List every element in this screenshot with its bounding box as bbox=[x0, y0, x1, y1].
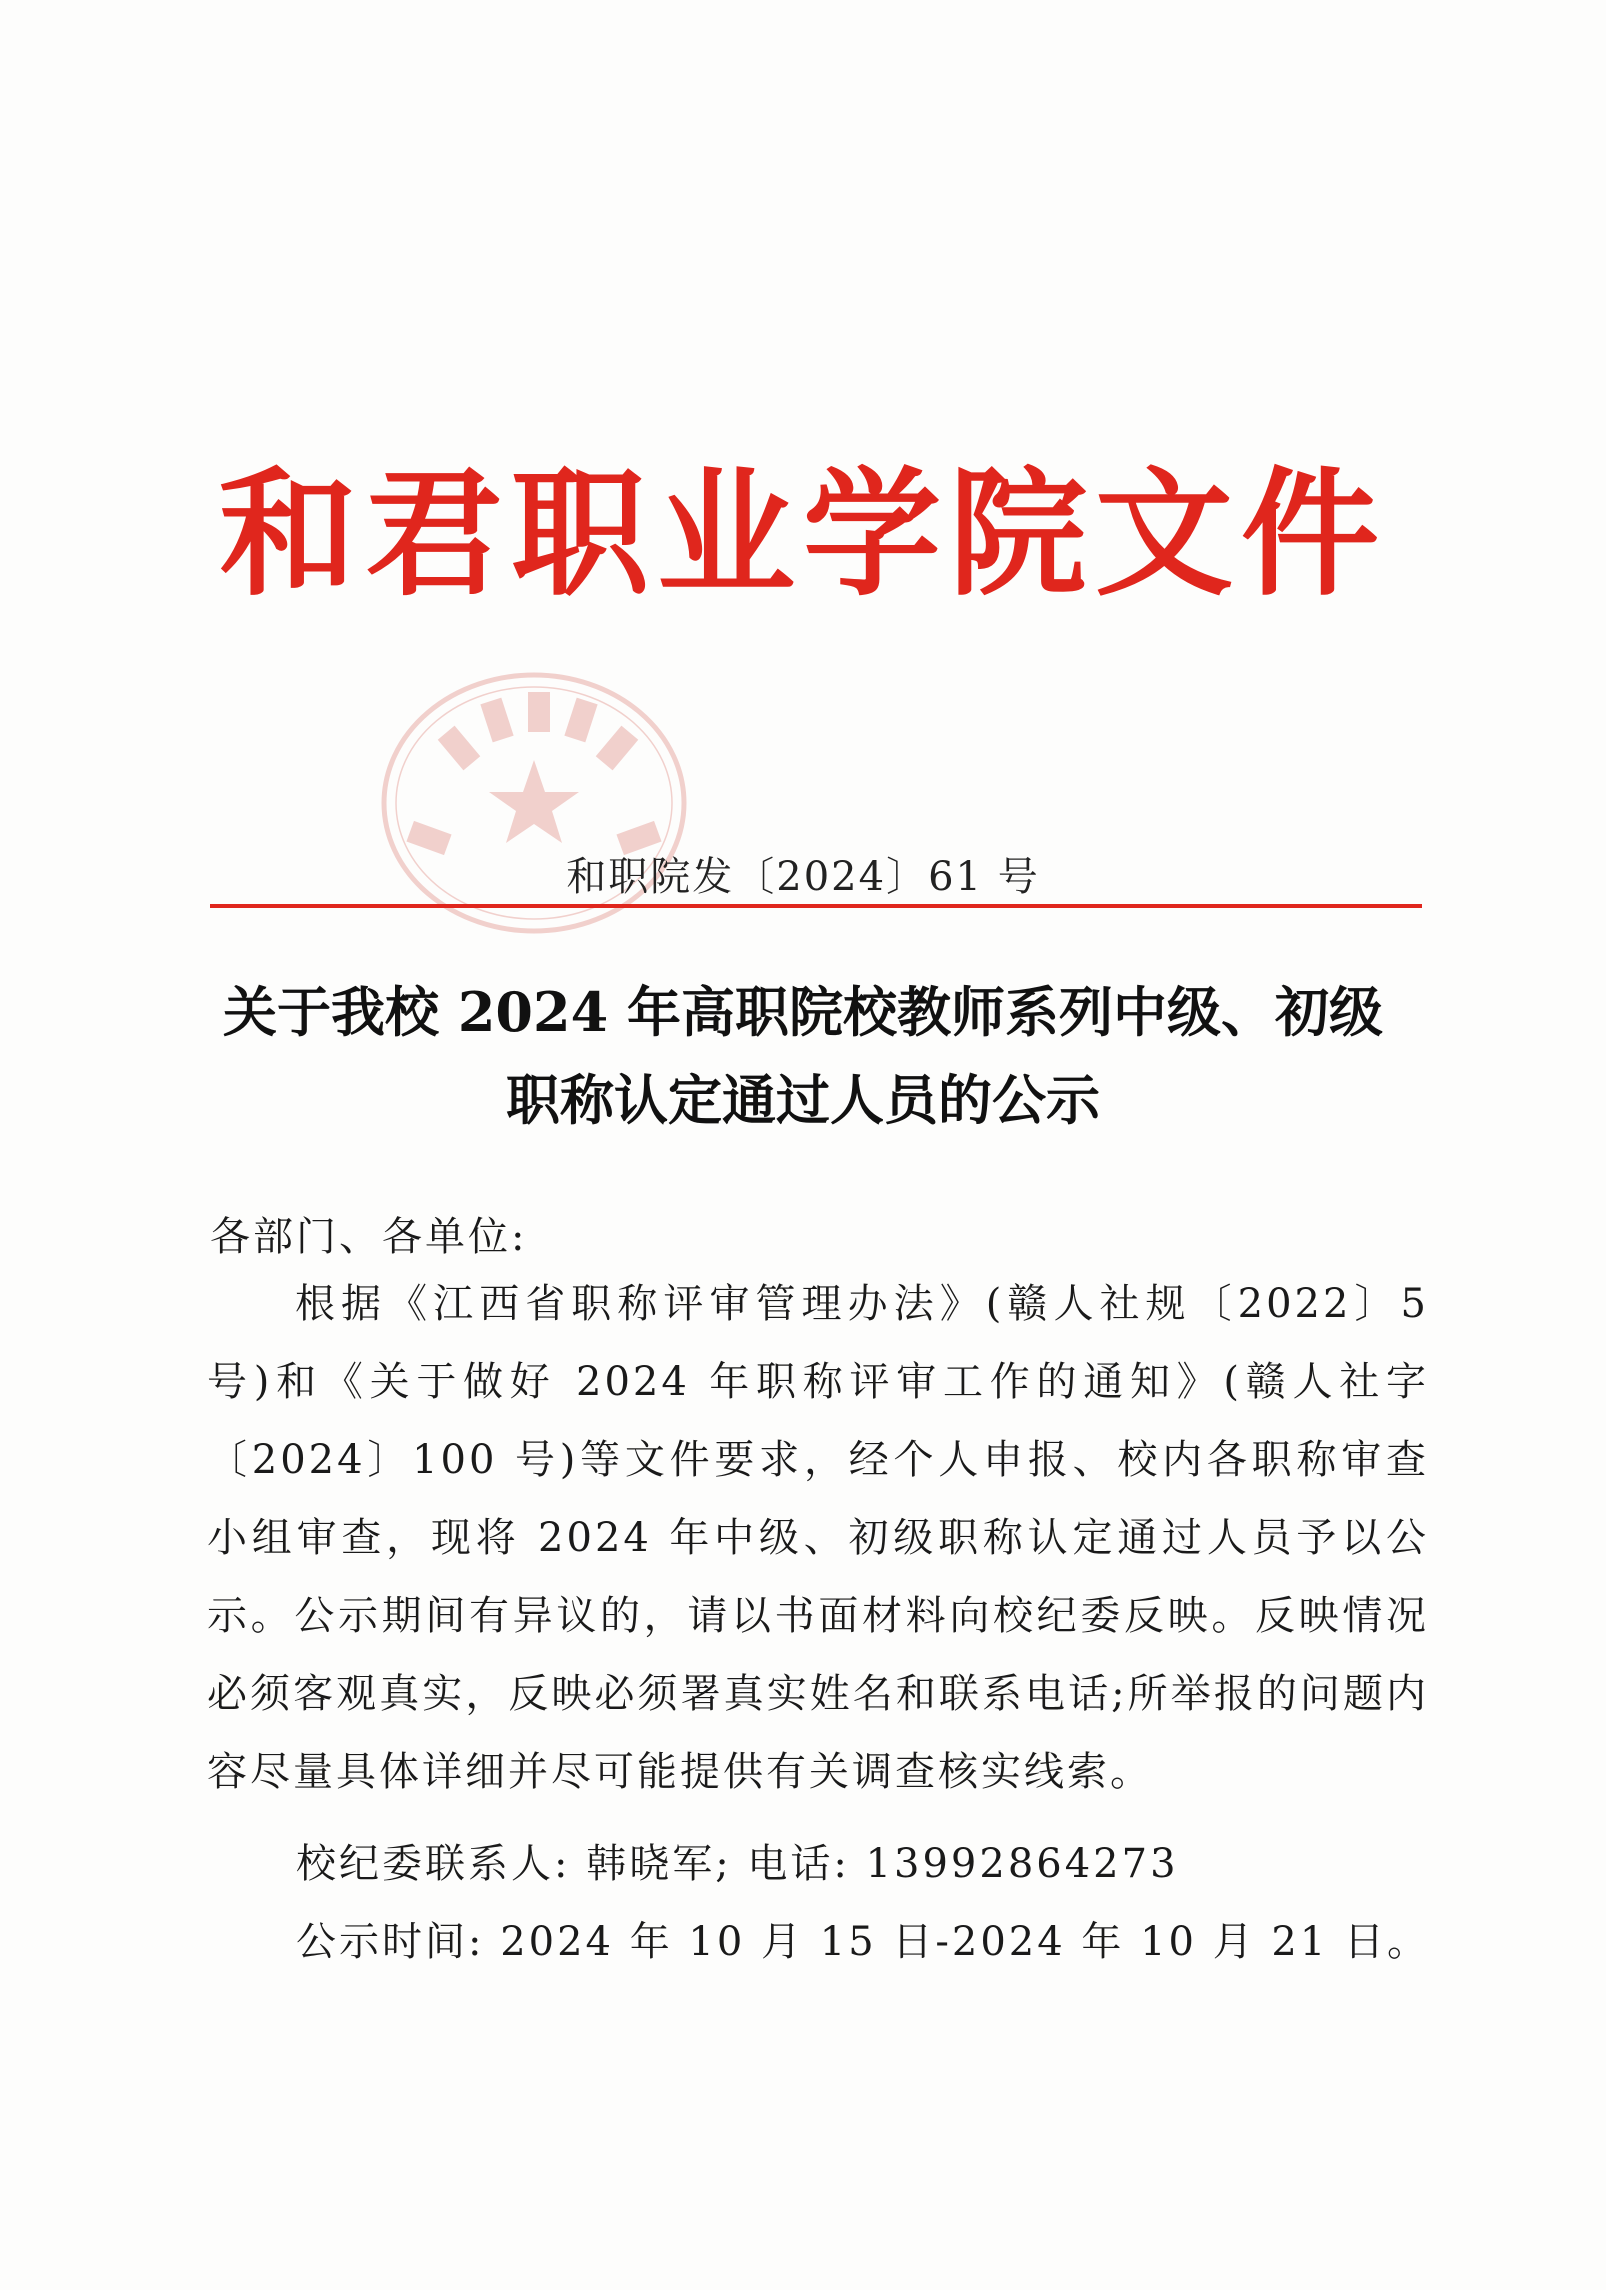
document-title-line-1: 关于我校 2024 年高职院校教师系列中级、初级 bbox=[223, 980, 1383, 1044]
red-divider-line bbox=[210, 904, 1422, 908]
announcement-period: 公示时间: 2024 年 10 月 15 日-2024 年 10 月 21 日。 bbox=[296, 1919, 1431, 1965]
document-title bbox=[150, 968, 1456, 1144]
institution-header-title: 和君职业学院文件 bbox=[218, 452, 1387, 615]
salutation: 各部门、各单位: bbox=[210, 1214, 528, 1260]
document-title-line-2: 职称认定通过人员的公示 bbox=[506, 1068, 1100, 1132]
document-number: 和职院发〔2024〕61 号 bbox=[566, 854, 1040, 900]
contact-line: 校纪委联系人: 韩晓军; 电话: 13992864273 bbox=[296, 1841, 1179, 1887]
body-paragraph: 根据《江西省职称评审管理办法》(赣人社规〔2022〕5 号)和《关于做好 2024 年职称评审工作的通知》(赣人社字〔2024〕100 号)等文件要求，经个人申报、校内各职称审查小组审查，现将 2024 年中级、初级职称认定通过人员予以公示。公示期间有异议的，请以书面材料向校纪委反映。反映情况必须客观真实，反映必须署真实姓名和联系电话;所举报的问题内容尽量具体详细并尽可能提供有关调查核实线索。 bbox=[207, 1281, 1429, 1795]
